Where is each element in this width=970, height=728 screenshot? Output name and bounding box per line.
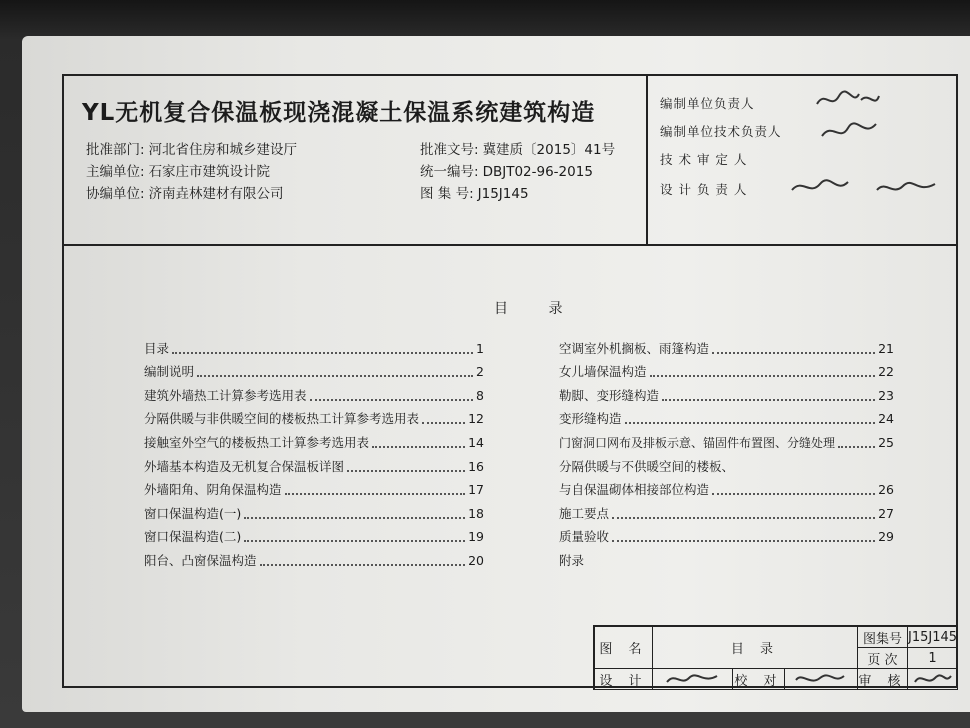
- drawing-frame: [62, 74, 958, 688]
- toc-item: 编制说明 2: [144, 364, 484, 380]
- atlas-number-value: J15J145: [908, 627, 958, 648]
- chief-editor-unit: 主编单位: 石家庄市建筑设计院: [86, 164, 271, 180]
- design-signature: [653, 669, 733, 690]
- page-number-label: 页 次: [858, 648, 908, 669]
- document-page: [22, 36, 970, 712]
- signature-design-leader-1: [788, 172, 868, 200]
- toc-item: 建筑外墙热工计算参考选用表 8: [144, 387, 484, 403]
- toc-item: 变形缝构造 24: [559, 411, 894, 427]
- header-block: [64, 76, 956, 246]
- signature-design: [663, 670, 723, 688]
- toc-item: 附录: [559, 552, 585, 568]
- toc-item: 外墙阳角、阴角保温构造 17: [144, 482, 484, 498]
- role-design-leader: 设 计 负 责 人: [660, 182, 748, 197]
- toc-item: 阳台、凸窗保温构造 20: [144, 552, 484, 568]
- role-tech-leader: 编制单位技术负责人: [660, 124, 782, 139]
- signature-design-leader-2: [873, 174, 943, 202]
- responsibility-panel: [646, 76, 958, 244]
- signature-unit-leader: [813, 86, 883, 114]
- toc-right-column: [559, 334, 894, 570]
- unified-number: 统一编号: DBJT02-96-2015: [420, 164, 593, 180]
- check-signature: [785, 669, 858, 690]
- co-editor-unit: 协编单位: 济南垚林建材有限公司: [86, 186, 284, 202]
- toc-item: 空调室外机搁板、雨篷构造 21: [559, 340, 894, 356]
- check-label: 校 对: [733, 669, 785, 690]
- page-number-value: 1: [908, 648, 958, 669]
- approval-number: 批准文号: 冀建质〔2015〕41号: [420, 142, 616, 158]
- document-title: YL无机复合保温板现浇混凝土保温系统建筑构造: [82, 100, 596, 126]
- toc-left-column: [144, 334, 484, 570]
- toc-item: 施工要点 27: [559, 505, 894, 521]
- toc-item: 门窗洞口网布及排板示意、锚固件布置图、分缝处理 25: [559, 434, 894, 450]
- review-label: 审 核: [858, 669, 908, 690]
- toc-item: 分隔供暖与不供暖空间的楼板、: [559, 458, 735, 474]
- toc-item: 勒脚、变形缝构造 23: [559, 387, 894, 403]
- drawing-name-value: 目 录: [653, 627, 858, 669]
- drawing-name-label: 图 名: [595, 627, 653, 669]
- toc-item: 外墙基本构造及无机复合保温板详图 16: [144, 458, 484, 474]
- atlas-number: 图 集 号: J15J145: [420, 186, 529, 202]
- title-block: [593, 625, 958, 690]
- signature-tech-leader: [818, 116, 888, 144]
- toc-item: 与自保温砌体相接部位构造 26: [559, 482, 894, 498]
- role-tech-approver: 技 术 审 定 人: [660, 152, 748, 167]
- toc-item: 女儿墙保温构造 22: [559, 364, 894, 380]
- role-unit-leader: 编制单位负责人: [660, 96, 755, 111]
- toc-title: 目 录: [494, 301, 581, 317]
- design-label: 设 计: [595, 669, 653, 690]
- toc-item: 窗口保温构造(一) 18: [144, 505, 484, 521]
- toc-item: 质量验收 29: [559, 529, 894, 545]
- toc-item: 接触室外空气的楼板热工计算参考选用表 14: [144, 434, 484, 450]
- signature-review: [911, 670, 955, 688]
- atlas-number-label: 图集号: [858, 627, 908, 648]
- toc-item: 窗口保温构造(二) 19: [144, 529, 484, 545]
- approval-dept: 批准部门: 河北省住房和城乡建设厅: [86, 142, 298, 158]
- signature-check: [792, 670, 850, 688]
- toc-item: 目录 1: [144, 340, 484, 356]
- review-signature: [908, 669, 958, 690]
- toc-item: 分隔供暖与非供暖空间的楼板热工计算参考选用表 12: [144, 411, 484, 427]
